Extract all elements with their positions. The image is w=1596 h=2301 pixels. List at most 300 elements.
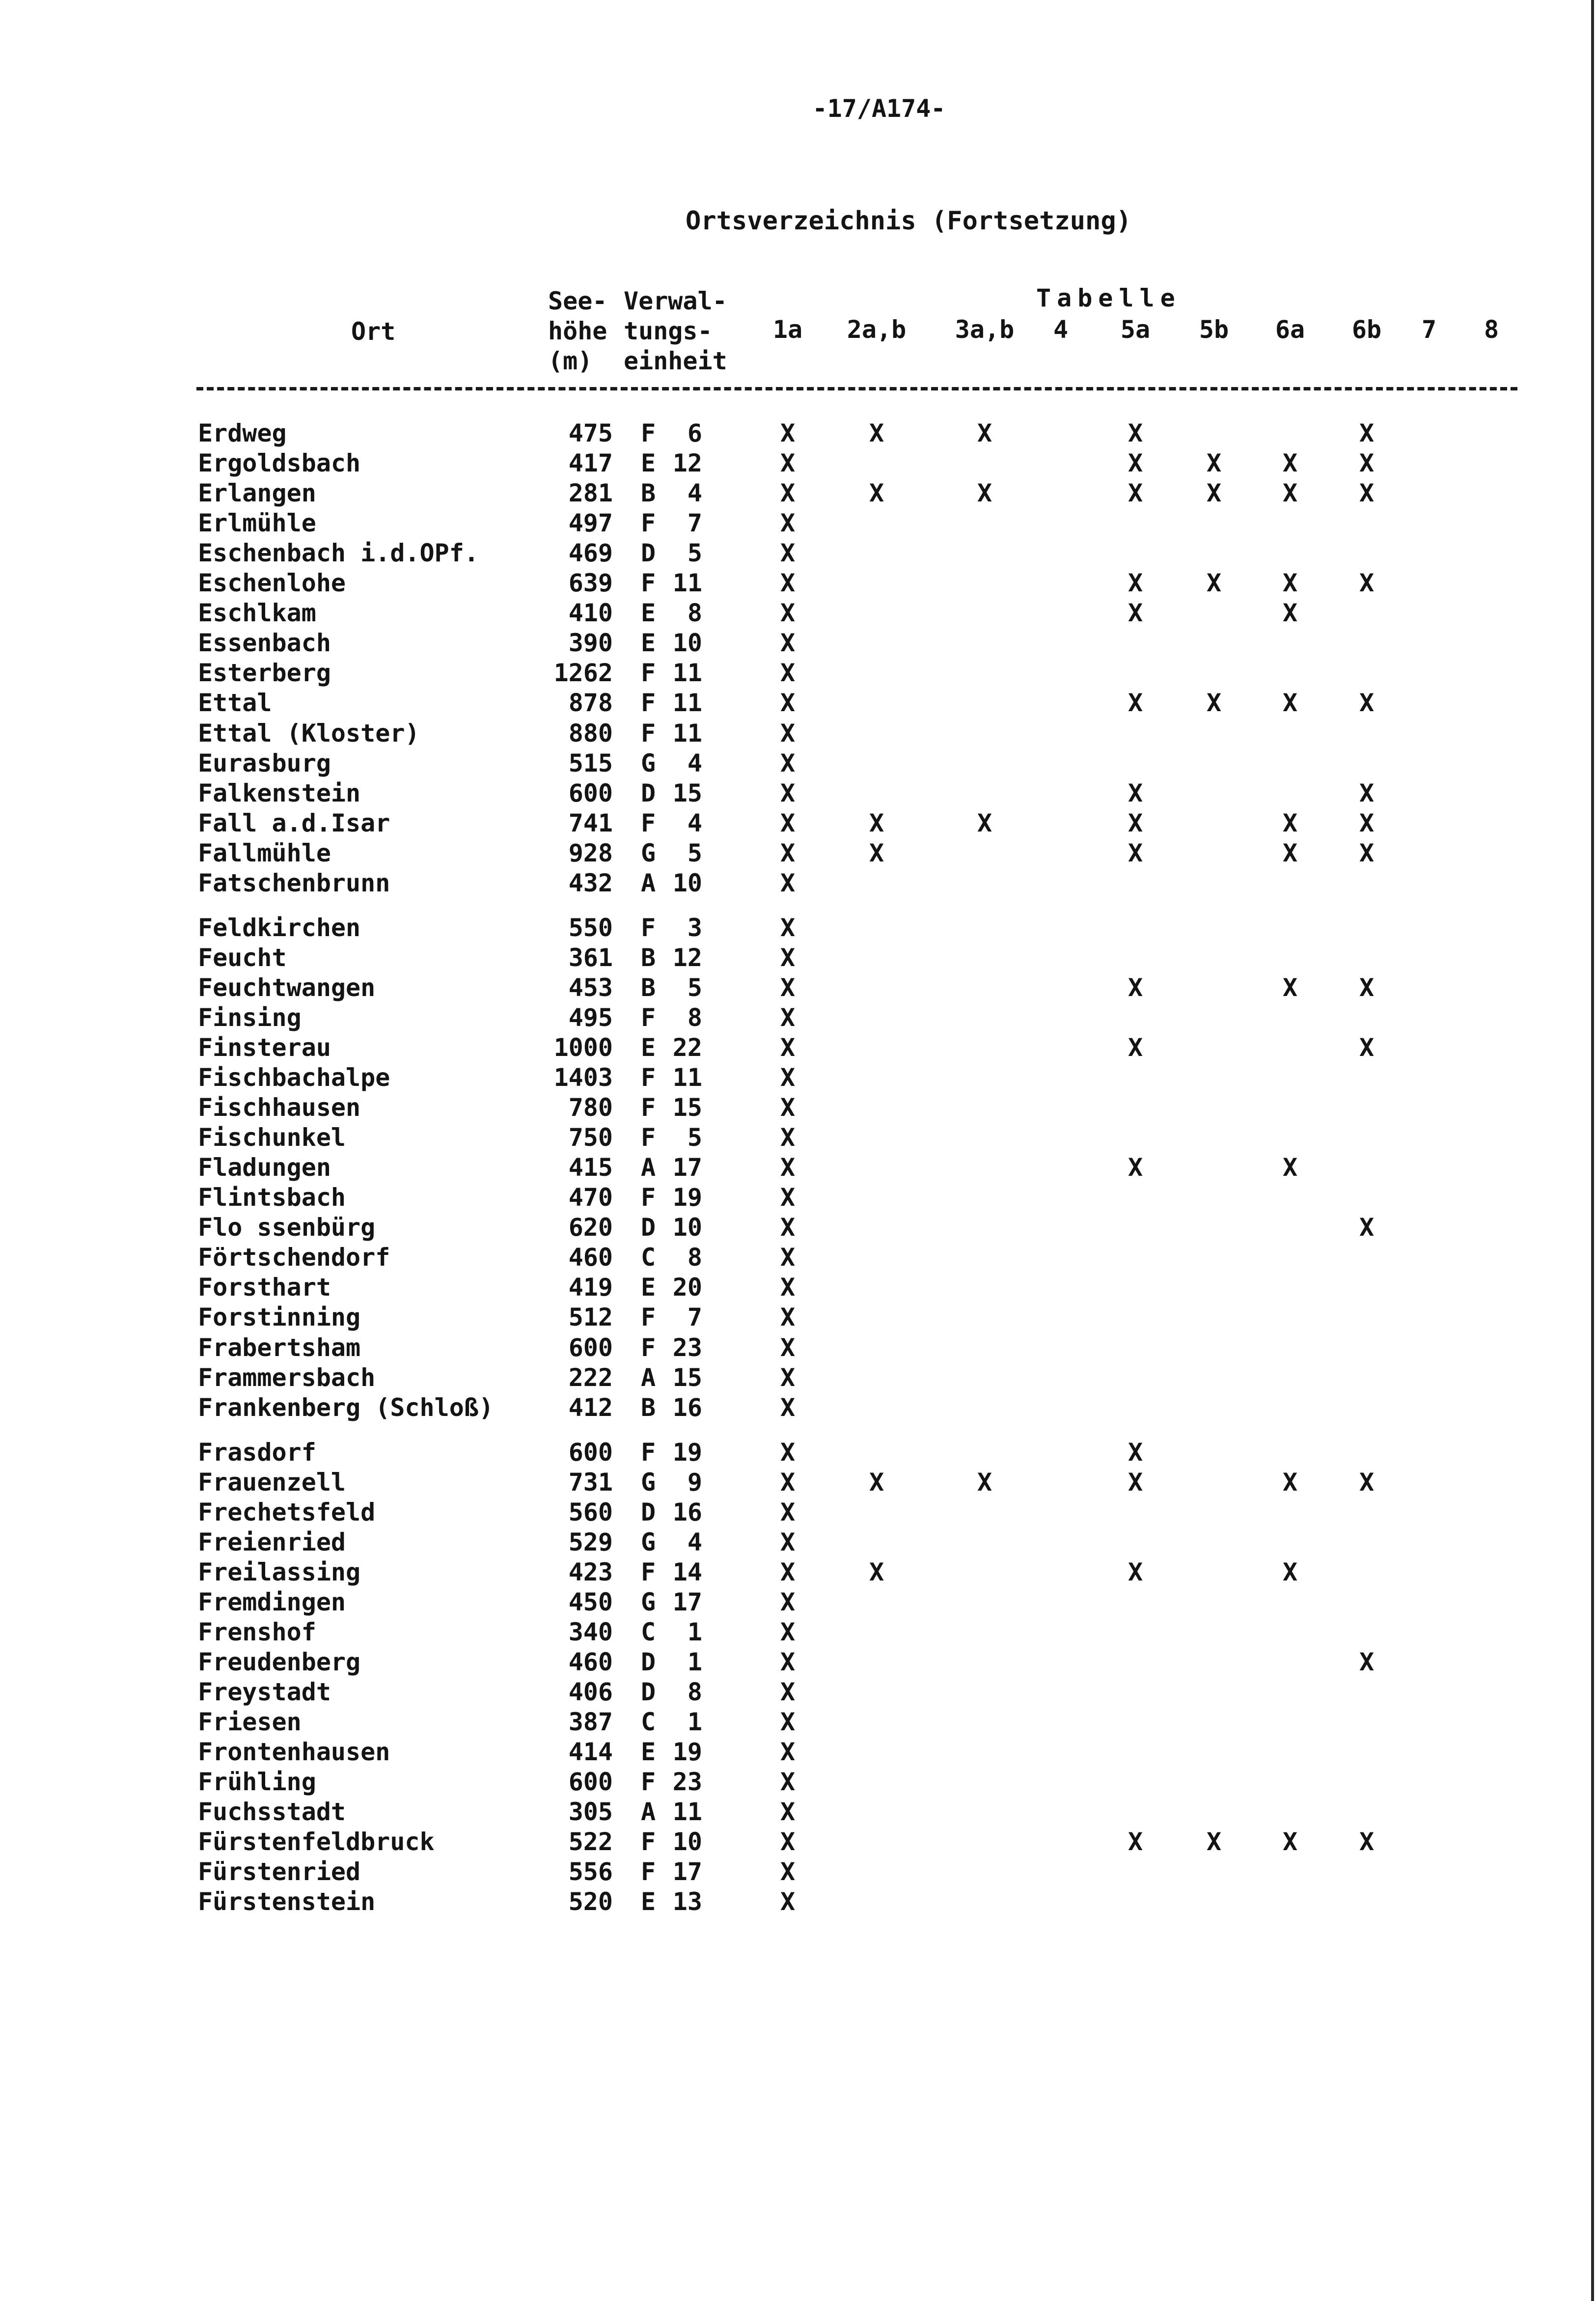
admin-unit-number: 5: [687, 539, 702, 568]
table-mark: X: [1128, 808, 1143, 837]
place-name: Fischhausen: [198, 1093, 361, 1122]
admin-unit-letter: E: [640, 1738, 656, 1767]
table-mark: X: [780, 569, 796, 598]
altitude: 1403: [553, 1063, 613, 1092]
table-mark: X: [1282, 1468, 1298, 1497]
table-mark: X: [1282, 808, 1298, 837]
table-row: [0, 943, 1596, 973]
altitude: 469: [568, 539, 613, 568]
admin-unit-number: 11: [672, 689, 702, 718]
table-row: [0, 1707, 1596, 1737]
table-mark: X: [1128, 419, 1143, 447]
admin-unit-letter: C: [640, 1617, 656, 1646]
table-row: [0, 1677, 1596, 1707]
place-name: Fall a.d.Isar: [198, 808, 390, 837]
admin-unit-letter: C: [640, 1708, 656, 1737]
altitude: 470: [568, 1183, 613, 1212]
admin-unit-number: 22: [672, 1033, 702, 1062]
table-mark: X: [780, 1273, 796, 1302]
table-row: [0, 1468, 1596, 1497]
altitude: 520: [568, 1887, 613, 1916]
place-name: Fürstenfeldbruck: [198, 1828, 435, 1857]
table-mark: X: [1128, 569, 1143, 598]
table-mark: X: [1282, 973, 1298, 1002]
admin-unit-number: 15: [672, 1093, 702, 1122]
place-name: Erlmühle: [198, 509, 316, 538]
altitude: 423: [568, 1557, 613, 1586]
table-mark: X: [1359, 1828, 1375, 1857]
place-name: Frankenberg (Schloß): [198, 1393, 494, 1422]
table-row: [0, 1393, 1596, 1423]
table-mark: X: [780, 1738, 796, 1767]
table-mark: X: [780, 629, 796, 658]
altitude: 450: [568, 1587, 613, 1616]
table-mark: X: [780, 943, 796, 972]
table-mark: X: [1359, 778, 1375, 807]
column-header: 8: [1484, 315, 1499, 344]
admin-unit-letter: F: [640, 659, 656, 688]
place-name: Fatschenbrunn: [198, 868, 390, 897]
altitude: 460: [568, 1243, 613, 1272]
altitude: 512: [568, 1303, 613, 1332]
place-name: Freilassing: [198, 1557, 361, 1586]
place-name: Fürstenried: [198, 1857, 361, 1886]
table-mark: X: [780, 1828, 796, 1857]
table-mark: X: [780, 1183, 796, 1212]
admin-unit-letter: F: [640, 1768, 656, 1797]
table-mark: X: [780, 1857, 796, 1886]
place-name: Freystadt: [198, 1678, 331, 1707]
altitude: 453: [568, 973, 613, 1002]
place-name: Fuchsstadt: [198, 1798, 346, 1827]
altitude: 340: [568, 1617, 613, 1646]
admin-unit-letter: D: [640, 778, 656, 807]
admin-unit-number: 15: [672, 778, 702, 807]
admin-unit-number: 16: [672, 1497, 702, 1526]
admin-unit-letter: D: [640, 1497, 656, 1526]
table-row: [0, 1213, 1596, 1243]
admin-unit-number: 5: [687, 1123, 702, 1152]
table-mark: X: [1282, 569, 1298, 598]
table-mark: X: [1282, 1828, 1298, 1857]
admin-unit-number: 23: [672, 1333, 702, 1362]
altitude: 495: [568, 1003, 613, 1032]
altitude: 600: [568, 1768, 613, 1797]
admin-unit-letter: B: [640, 1393, 656, 1422]
table-mark: X: [869, 479, 884, 508]
place-name: Förtschendorf: [198, 1243, 390, 1272]
admin-unit-letter: G: [640, 1527, 656, 1556]
place-name: Forstinning: [198, 1303, 361, 1332]
table-mark: X: [780, 1243, 796, 1272]
admin-unit-letter: F: [640, 689, 656, 718]
header-divider: [196, 387, 1517, 390]
place-name: Forsthart: [198, 1273, 331, 1302]
table-mark: X: [780, 1557, 796, 1586]
table-mark: X: [780, 509, 796, 538]
place-name: Fremdingen: [198, 1587, 346, 1616]
place-name: Frontenhausen: [198, 1738, 390, 1767]
table-mark: X: [977, 419, 992, 447]
table-row: [0, 778, 1596, 808]
table-mark: X: [1282, 1153, 1298, 1182]
admin-unit-letter: A: [640, 1798, 656, 1827]
table-mark: X: [1359, 1213, 1375, 1242]
altitude: 600: [568, 1333, 613, 1362]
altitude: 460: [568, 1648, 613, 1676]
place-name: Falkenstein: [198, 778, 361, 807]
admin-unit-number: 5: [687, 838, 702, 867]
header-seehoehe: See- höhe (m): [548, 287, 607, 375]
table-mark: X: [1128, 1828, 1143, 1857]
table-row: [0, 973, 1596, 1003]
table-row: [0, 1767, 1596, 1797]
table-mark: X: [977, 479, 992, 508]
admin-unit-letter: F: [640, 419, 656, 447]
place-name: Fürstenstein: [198, 1887, 376, 1916]
admin-unit-number: 4: [687, 749, 702, 777]
table-row: [0, 1333, 1596, 1363]
place-name: Frammersbach: [198, 1363, 376, 1392]
table-mark: X: [1282, 599, 1298, 628]
altitude: 556: [568, 1857, 613, 1886]
page-title: Ortsverzeichnis (Fortsetzung): [686, 206, 1131, 236]
table-mark: X: [1128, 1033, 1143, 1062]
table-mark: X: [780, 449, 796, 478]
table-mark: X: [1282, 479, 1298, 508]
admin-unit-letter: E: [640, 1273, 656, 1302]
admin-unit-number: 11: [672, 1798, 702, 1827]
admin-unit-letter: B: [640, 943, 656, 972]
column-header: 1a: [772, 315, 803, 344]
table-row: [0, 478, 1596, 508]
admin-unit-letter: C: [640, 1243, 656, 1272]
admin-unit-number: 17: [672, 1587, 702, 1616]
table-mark: X: [780, 973, 796, 1002]
table-mark: X: [780, 1678, 796, 1707]
altitude: 305: [568, 1798, 613, 1827]
table-mark: X: [1128, 1468, 1143, 1497]
altitude: 361: [568, 943, 613, 972]
table-mark: X: [780, 719, 796, 748]
altitude: 515: [568, 749, 613, 777]
table-mark: X: [780, 1063, 796, 1092]
table-mark: X: [1128, 838, 1143, 867]
admin-unit-number: 4: [687, 1527, 702, 1556]
place-name: Freienried: [198, 1527, 346, 1556]
table-mark: X: [780, 1363, 796, 1392]
table-mark: X: [1206, 479, 1222, 508]
table-row: [0, 1153, 1596, 1183]
place-name: Eschenbach i.d.OPf.: [198, 539, 479, 568]
admin-unit-letter: F: [640, 509, 656, 538]
admin-unit-number: 10: [672, 1213, 702, 1242]
admin-unit-number: 19: [672, 1738, 702, 1767]
place-name: Esterberg: [198, 659, 331, 688]
table-mark: X: [780, 1497, 796, 1526]
admin-unit-letter: F: [640, 1123, 656, 1152]
table-mark: X: [1282, 1557, 1298, 1586]
altitude: 750: [568, 1123, 613, 1152]
table-row: [0, 1063, 1596, 1093]
table-mark: X: [780, 1617, 796, 1646]
admin-unit-letter: F: [640, 1183, 656, 1212]
admin-unit-number: 11: [672, 569, 702, 598]
place-name: Essenbach: [198, 629, 331, 658]
table-mark: X: [1359, 419, 1375, 447]
table-mark: X: [780, 1768, 796, 1797]
altitude: 497: [568, 509, 613, 538]
place-name: Feuchtwangen: [198, 973, 376, 1002]
table-mark: X: [780, 1303, 796, 1332]
altitude: 412: [568, 1393, 613, 1422]
table-row: [0, 1438, 1596, 1468]
table-mark: X: [780, 749, 796, 777]
admin-unit-number: 4: [687, 808, 702, 837]
table-mark: X: [780, 1708, 796, 1737]
place-name: Frühling: [198, 1768, 316, 1797]
table-mark: X: [780, 1468, 796, 1497]
table-mark: X: [1128, 973, 1143, 1002]
table-mark: X: [977, 1468, 992, 1497]
altitude: 522: [568, 1828, 613, 1857]
altitude: 1262: [553, 659, 613, 688]
admin-unit-letter: G: [640, 1587, 656, 1616]
table-mark: X: [780, 1153, 796, 1182]
altitude: 600: [568, 778, 613, 807]
admin-unit-number: 7: [687, 509, 702, 538]
table-mark: X: [780, 1438, 796, 1467]
column-header: 7: [1421, 315, 1437, 344]
table-mark: X: [1282, 449, 1298, 478]
table-mark: X: [780, 479, 796, 508]
admin-unit-number: 12: [672, 943, 702, 972]
admin-unit-letter: G: [640, 838, 656, 867]
table-row: [0, 913, 1596, 943]
admin-unit-number: 11: [672, 719, 702, 748]
admin-unit-letter: F: [640, 1303, 656, 1332]
place-name: Fischbachalpe: [198, 1063, 390, 1092]
table-mark: X: [780, 1123, 796, 1152]
table-mark: X: [869, 1468, 884, 1497]
table-mark: X: [780, 1887, 796, 1916]
table-row: [0, 1527, 1596, 1557]
admin-unit-number: 1: [687, 1617, 702, 1646]
place-name: Ergoldsbach: [198, 449, 361, 478]
altitude: 387: [568, 1708, 613, 1737]
place-name: Feucht: [198, 943, 287, 972]
place-name: Frasdorf: [198, 1438, 316, 1467]
admin-unit-letter: E: [640, 599, 656, 628]
place-name: Eschenlohe: [198, 569, 346, 598]
admin-unit-letter: E: [640, 1033, 656, 1062]
column-header: 2a,b: [847, 315, 907, 344]
altitude: 410: [568, 599, 613, 628]
admin-unit-number: 16: [672, 1393, 702, 1422]
place-name: Finsing: [198, 1003, 302, 1032]
admin-unit-letter: F: [640, 1003, 656, 1032]
table-row: [0, 808, 1596, 838]
table-mark: X: [780, 539, 796, 568]
place-name: Friesen: [198, 1708, 302, 1737]
admin-unit-number: 5: [687, 973, 702, 1002]
table-row: [0, 1183, 1596, 1213]
admin-unit-number: 20: [672, 1273, 702, 1302]
altitude: 406: [568, 1678, 613, 1707]
admin-unit-number: 19: [672, 1183, 702, 1212]
column-header: 6b: [1351, 315, 1382, 344]
admin-unit-letter: G: [640, 749, 656, 777]
admin-unit-letter: D: [640, 1678, 656, 1707]
admin-unit-letter: B: [640, 479, 656, 508]
place-name: Fallmühle: [198, 838, 331, 867]
table-mark: X: [1128, 599, 1143, 628]
altitude: 417: [568, 449, 613, 478]
table-mark: X: [780, 659, 796, 688]
table-mark: X: [1359, 808, 1375, 837]
table-row: [0, 1497, 1596, 1527]
table-mark: X: [780, 868, 796, 897]
column-header: 6a: [1275, 315, 1305, 344]
admin-unit-number: 1: [687, 1708, 702, 1737]
table-row: [0, 1243, 1596, 1273]
place-name: Eschlkam: [198, 599, 316, 628]
header-tabelle: Tabelle: [1036, 284, 1181, 312]
admin-unit-letter: F: [640, 1438, 656, 1467]
table-row: [0, 749, 1596, 778]
table-mark: X: [869, 808, 884, 837]
table-row: [0, 1003, 1596, 1033]
table-mark: X: [1359, 1468, 1375, 1497]
admin-unit-letter: F: [640, 719, 656, 748]
table-row: [0, 568, 1596, 598]
place-name: Erlangen: [198, 479, 316, 508]
header-verwaltungseinheit: Verwal- tungs- einheit: [624, 287, 727, 375]
table-row: [0, 448, 1596, 478]
table-mark: X: [780, 1527, 796, 1556]
altitude: 432: [568, 868, 613, 897]
table-row: [0, 1827, 1596, 1857]
table-row: [0, 1557, 1596, 1587]
altitude: 560: [568, 1497, 613, 1526]
altitude: 620: [568, 1213, 613, 1242]
admin-unit-letter: F: [640, 1333, 656, 1362]
table-row: [0, 688, 1596, 718]
altitude: 928: [568, 838, 613, 867]
table-mark: X: [780, 1393, 796, 1422]
table-mark: X: [1128, 1557, 1143, 1586]
admin-unit-number: 17: [672, 1153, 702, 1182]
table-mark: X: [1282, 838, 1298, 867]
admin-unit-number: 15: [672, 1363, 702, 1392]
table-mark: X: [1359, 838, 1375, 867]
altitude: 780: [568, 1093, 613, 1122]
altitude: 281: [568, 479, 613, 508]
table-row: [0, 1273, 1596, 1303]
table-mark: X: [780, 913, 796, 942]
altitude: 550: [568, 913, 613, 942]
table-mark: X: [780, 1333, 796, 1362]
admin-unit-letter: A: [640, 868, 656, 897]
table-mark: X: [780, 689, 796, 718]
table-mark: X: [1206, 569, 1222, 598]
table-mark: X: [780, 808, 796, 837]
place-name: Frabertsham: [198, 1333, 361, 1362]
admin-unit-number: 1: [687, 1648, 702, 1676]
admin-unit-letter: F: [640, 1063, 656, 1092]
table-row: [0, 719, 1596, 749]
column-header: 3a,b: [955, 315, 1015, 344]
table-mark: X: [1359, 479, 1375, 508]
altitude: 731: [568, 1468, 613, 1497]
altitude: 639: [568, 569, 613, 598]
altitude: 419: [568, 1273, 613, 1302]
admin-unit-number: 4: [687, 479, 702, 508]
admin-unit-letter: F: [640, 1857, 656, 1886]
admin-unit-letter: D: [640, 539, 656, 568]
admin-unit-letter: A: [640, 1363, 656, 1392]
admin-unit-letter: F: [640, 1557, 656, 1586]
altitude: 600: [568, 1438, 613, 1467]
table-mark: X: [977, 808, 992, 837]
admin-unit-letter: F: [640, 1828, 656, 1857]
admin-unit-number: 8: [687, 1003, 702, 1032]
table-mark: X: [780, 1587, 796, 1616]
admin-unit-number: 10: [672, 868, 702, 897]
admin-unit-number: 3: [687, 913, 702, 942]
admin-unit-number: 11: [672, 659, 702, 688]
admin-unit-letter: D: [640, 1213, 656, 1242]
altitude: 741: [568, 808, 613, 837]
table-row: [0, 1857, 1596, 1887]
table-row: [0, 538, 1596, 568]
admin-unit-number: 8: [687, 599, 702, 628]
table-mark: X: [1128, 1153, 1143, 1182]
altitude: 1000: [553, 1033, 613, 1062]
admin-unit-number: 9: [687, 1468, 702, 1497]
admin-unit-letter: E: [640, 449, 656, 478]
altitude: 880: [568, 719, 613, 748]
admin-unit-letter: D: [640, 1648, 656, 1676]
admin-unit-number: 12: [672, 449, 702, 478]
admin-unit-number: 10: [672, 629, 702, 658]
table-row: [0, 1587, 1596, 1617]
column-header: 4: [1053, 315, 1069, 344]
table-mark: X: [869, 419, 884, 447]
table-row: [0, 508, 1596, 538]
table-mark: X: [1359, 973, 1375, 1002]
admin-unit-letter: A: [640, 1153, 656, 1182]
table-mark: X: [1359, 689, 1375, 718]
table-row: [0, 838, 1596, 868]
table-mark: X: [780, 599, 796, 628]
table-mark: X: [1359, 569, 1375, 598]
place-name: Flo ssenbürg: [198, 1213, 376, 1242]
table-mark: X: [1206, 449, 1222, 478]
admin-unit-letter: B: [640, 973, 656, 1002]
place-name: Freudenberg: [198, 1648, 361, 1676]
place-name: Frechetsfeld: [198, 1497, 376, 1526]
table-mark: X: [780, 1213, 796, 1242]
table-row: [0, 1737, 1596, 1767]
place-name: Eurasburg: [198, 749, 331, 777]
table-mark: X: [869, 1557, 884, 1586]
table-mark: X: [780, 1648, 796, 1676]
admin-unit-number: 17: [672, 1857, 702, 1886]
table-row: [0, 1033, 1596, 1063]
table-mark: X: [1128, 1438, 1143, 1467]
altitude: 475: [568, 419, 613, 447]
